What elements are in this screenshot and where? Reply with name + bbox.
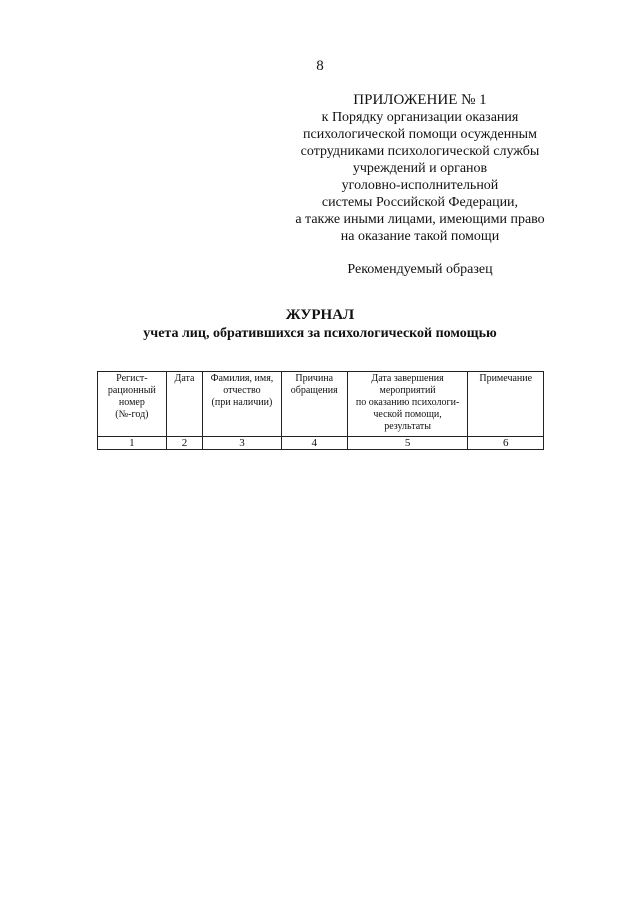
sample-label: Рекомендуемый образец [347,262,493,277]
column-number: 4 [281,437,347,450]
column-header-completion: Дата завершения мероприятий по оказанию психологи- ческой помощи, результаты [347,372,468,437]
table-row [98,437,544,450]
appendix-block [270,92,570,245]
appendix-line: а также иными лицами, имеющими право [295,212,545,227]
column-header-full-name: Фамилия, имя, отчество (при наличии) [203,372,282,437]
appendix-line: уголовно-исполнительной [341,178,499,193]
page-number: 8 [316,58,324,74]
journal-table [97,371,544,450]
column-number: 5 [347,437,468,450]
journal-title: ЖУРНАЛ [285,307,355,323]
journal-subtitle: учета лиц, обратившихся за психологической помощью [143,326,497,341]
column-number: 1 [98,437,167,450]
appendix-title: ПРИЛОЖЕНИЕ № 1 [353,92,487,108]
appendix-line: сотрудниками психологической службы [300,144,540,159]
appendix-line: к Порядку организации оказания [321,110,519,125]
appendix-line: учреждений и органов [352,161,488,176]
appendix-line: системы Российской Федерации, [321,195,519,210]
column-header-registration-number: Регист- рационный номер (№-год) [98,372,167,437]
column-number: 2 [166,437,202,450]
appendix-line: психологической помощи осужденным [303,127,537,142]
table-header-row [98,372,544,437]
column-header-date: Дата [166,372,202,437]
appendix-line: на оказание такой помощи [340,229,500,244]
column-header-reason: Причина обращения [281,372,347,437]
column-header-note: Примечание [468,372,544,437]
column-number: 6 [468,437,544,450]
column-number: 3 [203,437,282,450]
